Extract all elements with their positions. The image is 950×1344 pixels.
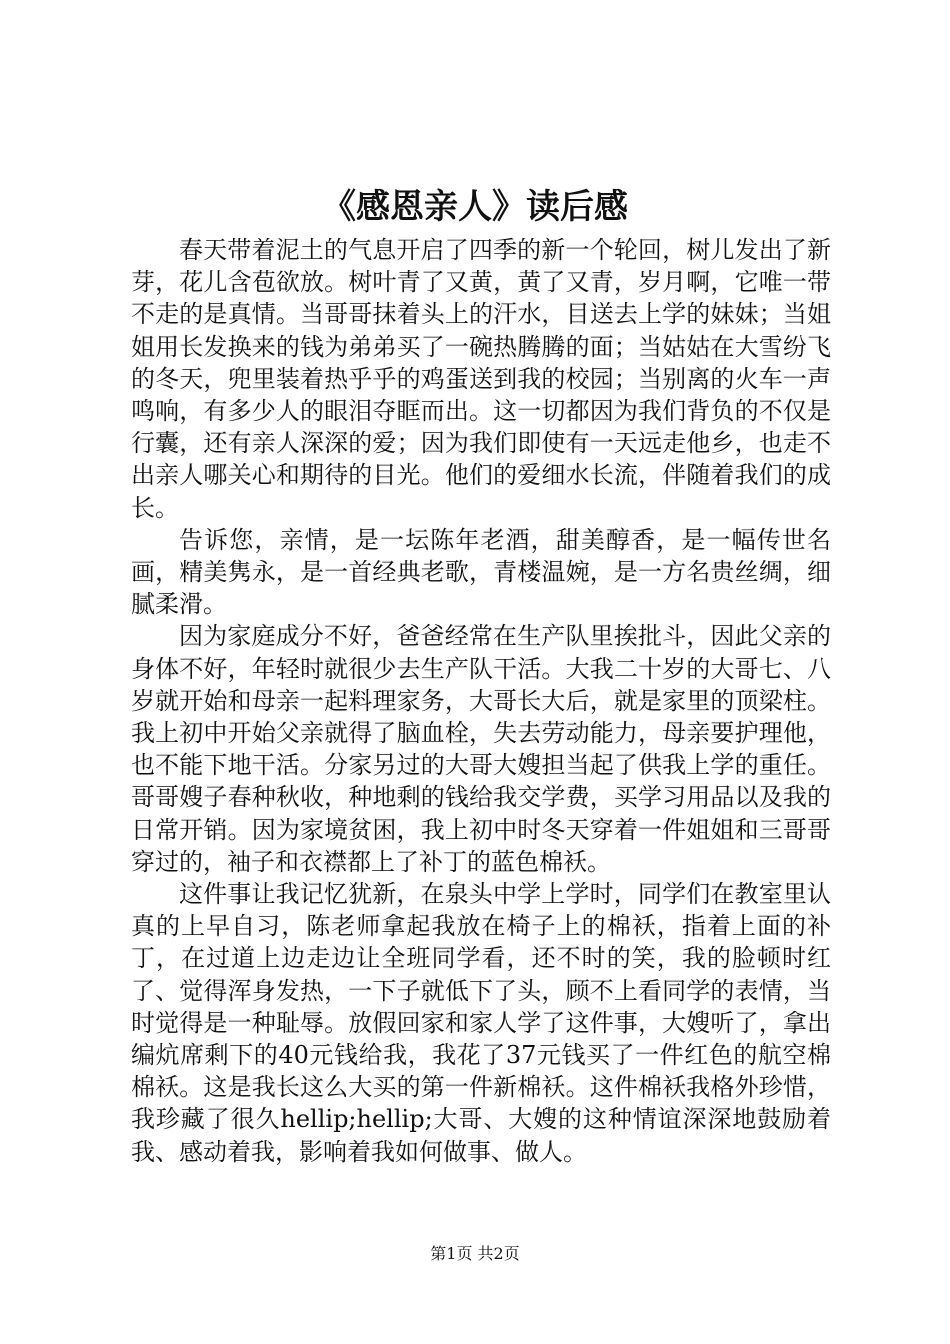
- paragraph-1: 春天带着泥土的气息开启了四季的新一个轮回，树儿发出了新芽，花儿含苞欲放。树叶青了又黄，黄了又青，岁月啊，它唯一带不走的是真情。当哥哥抹着头上的汗水，目送去上学的妹妹；当姐姐用长发换来的钱为弟弟买了一碗热腾腾的面；当姑姑在大雪纷飞的冬天，兜里装着热乎乎的鸡蛋送到我的校园；当别离的火车一声鸣响，有多少人的眼泪夺眶而出。这一切都因为我们背负的不仅是行囊，还有亲人深深的爱；因为我们即使有一天远走他乡，也走不出亲人哪关心和期待的目光。他们的爱细水长流，伴随着我们的成长。: [131, 236, 831, 522]
- paragraph-2: 告诉您，亲情，是一坛陈年老酒，甜美醇香，是一幅传世名画，精美隽永，是一首经典老歌，青楼温婉，是一方名贵丝绸，细腻柔滑。: [131, 525, 831, 619]
- paragraph-4: 这件事让我记忆犹新，在泉头中学上学时，同学们在教室里认真的上早自习，陈老师拿起我放在椅子上的棉袄，指着上面的补丁，在过道上边走边让全班同学看，还不时的笑，我的脸顿时红了、觉得浑身发热，一下子就低下了头，顾不上看同学的表情，当时觉得是一种耻辱。放假回家和家人学了这件事，大嫂听了，拿出编炕席剩下的40元钱给我，我花了37元钱买了一件红色的航空棉棉袄。这是我长这么大买的第一件新棉袄。这件棉袄我格外珍惜，我珍藏了很久hellip;hellip;大哥、大嫂的这种情谊深深地鼓励着我、感动着我，影响着我如何做事、做人。: [131, 880, 831, 1166]
- document-body: [131, 234, 831, 1168]
- paragraph-3: 因为家庭成分不好，爸爸经常在生产队里挨批斗，因此父亲的身体不好，年轻时就很少去生产队干活。大我二十岁的大哥七、八岁就开始和母亲一起料理家务，大哥长大后，就是家里的顶梁柱。我上初中开始父亲就得了脑血栓，失去劳动能力，母亲要护理他，也不能下地干活。分家另过的大哥大嫂担当起了供我上学的重任。哥哥嫂子春种秋收，种地剩的钱给我交学费，买学习用品以及我的日常开销。因为家境贫困，我上初中时冬天穿着一件姐姐和三哥哥穿过的，袖子和衣襟都上了补丁的蓝色棉袄。: [131, 622, 831, 876]
- document-title: 《感恩亲人》读后感: [322, 187, 628, 227]
- page-footer: 第1页 共2页: [430, 1244, 520, 1263]
